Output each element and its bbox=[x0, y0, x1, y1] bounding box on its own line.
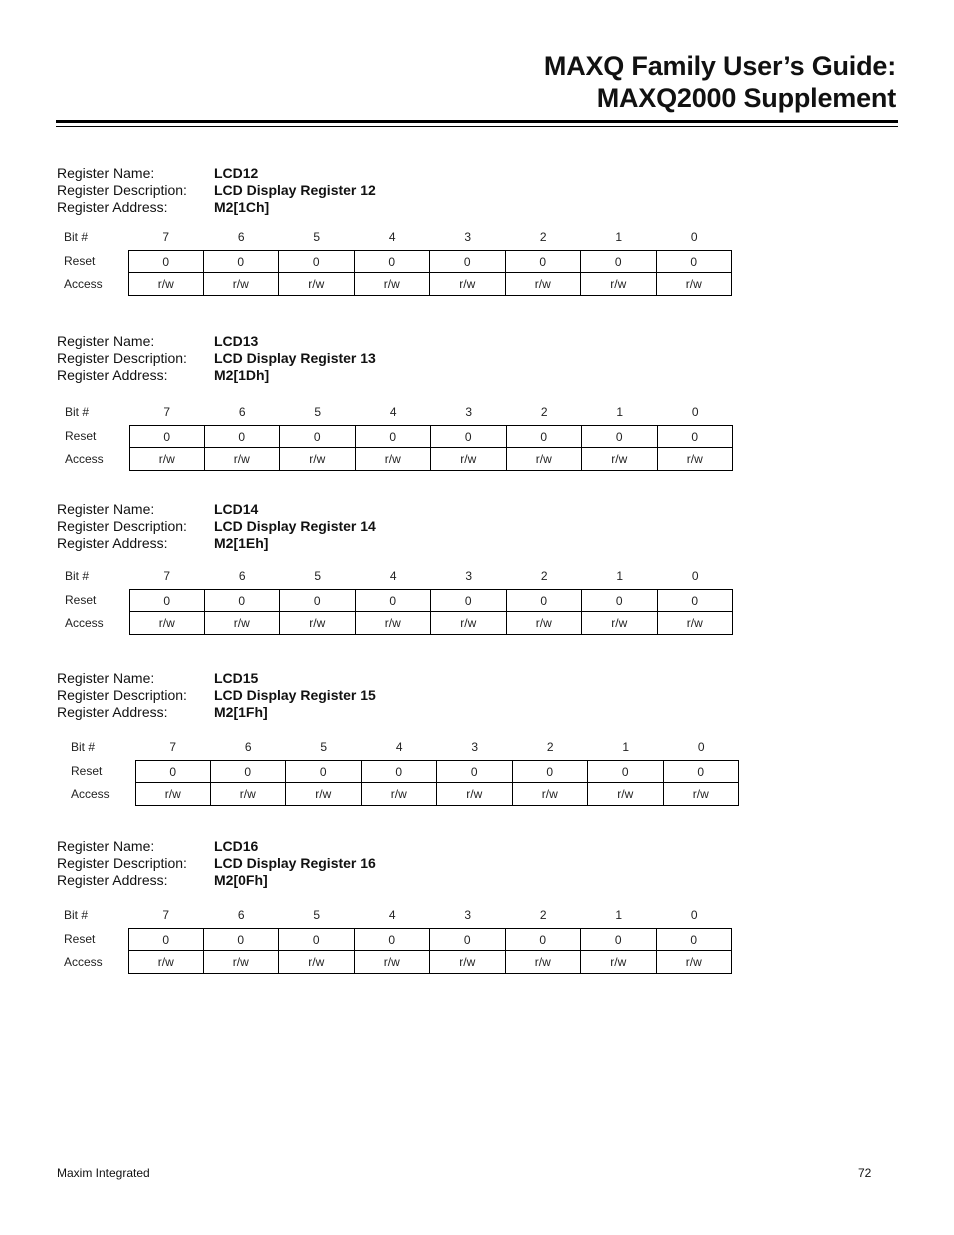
reset-cell: 0 bbox=[280, 425, 356, 448]
reset-cell: 0 bbox=[279, 928, 355, 951]
access-cell: r/w bbox=[588, 783, 664, 806]
title-line-1: MAXQ Family User’s Guide: bbox=[543, 51, 896, 81]
reset-cell: 0 bbox=[581, 928, 657, 951]
register-address-value: M2[1Ch] bbox=[214, 199, 270, 215]
access-cell: r/w bbox=[658, 612, 734, 635]
access-label: Access bbox=[71, 787, 110, 801]
bit-cell: 0 bbox=[691, 405, 699, 419]
bit-label: Bit # bbox=[65, 569, 90, 583]
reset-cell: 0 bbox=[356, 425, 432, 448]
reset-cell: 0 bbox=[211, 760, 287, 783]
access-row bbox=[65, 612, 765, 635]
access-cell: r/w bbox=[355, 273, 431, 296]
access-cell: r/w bbox=[431, 448, 507, 471]
register-address-label: Register Address: bbox=[57, 872, 168, 888]
bit-row bbox=[64, 904, 764, 927]
access-cell: r/w bbox=[205, 612, 281, 635]
bit-row bbox=[65, 565, 765, 588]
bit-cell: 4 bbox=[388, 230, 396, 244]
register-lcd14-info bbox=[57, 501, 757, 552]
access-cell: r/w bbox=[582, 448, 658, 471]
register-name-row bbox=[57, 165, 757, 182]
register-name-value: LCD12 bbox=[214, 165, 259, 181]
page-number: 72 bbox=[858, 1166, 872, 1180]
register-name-value: LCD13 bbox=[214, 333, 259, 349]
access-cell: r/w bbox=[507, 612, 583, 635]
reset-row bbox=[64, 928, 764, 951]
bit-cell: 0 bbox=[691, 569, 699, 583]
bit-cell: 5 bbox=[313, 908, 321, 922]
bit-cell: 1 bbox=[616, 569, 624, 583]
reset-cell: 0 bbox=[582, 425, 658, 448]
reset-label: Reset bbox=[64, 932, 96, 946]
header-rule-thin bbox=[56, 126, 898, 127]
reset-cell: 0 bbox=[506, 250, 582, 273]
reset-cell: 0 bbox=[657, 250, 733, 273]
reset-cell: 0 bbox=[430, 250, 506, 273]
register-address-value: M2[1Eh] bbox=[214, 535, 269, 551]
register-description-value: LCD Display Register 12 bbox=[214, 182, 376, 198]
register-name-value: LCD16 bbox=[214, 838, 259, 854]
bit-cell: 1 bbox=[622, 740, 630, 754]
reset-cell: 0 bbox=[431, 589, 507, 612]
register-address-label: Register Address: bbox=[57, 367, 168, 383]
access-cell: r/w bbox=[506, 273, 582, 296]
bit-cell: 3 bbox=[464, 908, 472, 922]
register-name-value: LCD15 bbox=[214, 670, 259, 686]
bit-cell: 2 bbox=[540, 569, 548, 583]
bit-cell: 5 bbox=[314, 405, 322, 419]
register-name-row bbox=[57, 670, 757, 687]
register-description-row bbox=[57, 855, 757, 872]
access-cell: r/w bbox=[129, 612, 205, 635]
register-address-row bbox=[57, 535, 757, 552]
reset-cell: 0 bbox=[507, 425, 583, 448]
access-cell: r/w bbox=[280, 612, 356, 635]
register-name-row bbox=[57, 838, 757, 855]
register-description-row bbox=[57, 350, 757, 367]
bit-row bbox=[64, 226, 764, 249]
access-cell: r/w bbox=[211, 783, 287, 806]
access-cell: r/w bbox=[135, 783, 211, 806]
bit-cell: 3 bbox=[464, 230, 472, 244]
register-address-row bbox=[57, 367, 757, 384]
register-name-label: Register Name: bbox=[57, 670, 155, 686]
reset-cell: 0 bbox=[356, 589, 432, 612]
bit-cell: 6 bbox=[238, 569, 246, 583]
bit-cell: 0 bbox=[690, 230, 698, 244]
reset-cell: 0 bbox=[204, 928, 280, 951]
bit-cell: 6 bbox=[238, 405, 246, 419]
reset-cell: 0 bbox=[355, 928, 431, 951]
bit-cell: 7 bbox=[163, 405, 171, 419]
access-cell: r/w bbox=[279, 273, 355, 296]
reset-label: Reset bbox=[64, 254, 96, 268]
register-name-row bbox=[57, 501, 757, 518]
reset-cell: 0 bbox=[581, 250, 657, 273]
page-title bbox=[544, 50, 896, 114]
access-label: Access bbox=[64, 277, 103, 291]
register-address-row bbox=[57, 704, 757, 721]
register-lcd15-info bbox=[57, 670, 757, 721]
register-lcd16-info bbox=[57, 838, 757, 889]
reset-row bbox=[65, 589, 765, 612]
access-cell: r/w bbox=[205, 448, 281, 471]
reset-cell: 0 bbox=[362, 760, 438, 783]
reset-row bbox=[64, 250, 764, 273]
reset-cell: 0 bbox=[205, 589, 281, 612]
register-address-value: M2[1Dh] bbox=[214, 367, 270, 383]
bit-cell: 0 bbox=[697, 740, 705, 754]
register-address-row bbox=[57, 872, 757, 889]
bit-cell: 4 bbox=[388, 908, 396, 922]
register-lcd13-info bbox=[57, 333, 757, 384]
bit-cell: 4 bbox=[389, 569, 397, 583]
reset-cell: 0 bbox=[135, 760, 211, 783]
access-label: Access bbox=[65, 616, 104, 630]
title-line-2: MAXQ2000 Supplement bbox=[596, 83, 896, 113]
access-cell: r/w bbox=[657, 951, 733, 974]
reset-cell: 0 bbox=[204, 250, 280, 273]
reset-label: Reset bbox=[65, 593, 97, 607]
reset-cell: 0 bbox=[430, 928, 506, 951]
bit-cell: 7 bbox=[162, 230, 170, 244]
bit-cell: 4 bbox=[395, 740, 403, 754]
access-cell: r/w bbox=[356, 612, 432, 635]
access-cell: r/w bbox=[128, 273, 204, 296]
register-address-row bbox=[57, 199, 757, 216]
bit-cell: 7 bbox=[162, 908, 170, 922]
register-description-label: Register Description: bbox=[57, 518, 187, 534]
bit-cell: 5 bbox=[320, 740, 328, 754]
reset-cell: 0 bbox=[205, 425, 281, 448]
reset-cell: 0 bbox=[582, 589, 658, 612]
bit-cell: 6 bbox=[244, 740, 252, 754]
bit-cell: 0 bbox=[690, 908, 698, 922]
access-row bbox=[64, 273, 764, 296]
bit-cell: 7 bbox=[169, 740, 177, 754]
bit-cell: 5 bbox=[313, 230, 321, 244]
bit-cell: 2 bbox=[539, 230, 547, 244]
access-cell: r/w bbox=[437, 783, 513, 806]
reset-cell: 0 bbox=[129, 589, 205, 612]
register-address-label: Register Address: bbox=[57, 704, 168, 720]
bit-label: Bit # bbox=[71, 740, 96, 754]
access-cell: r/w bbox=[279, 951, 355, 974]
access-cell: r/w bbox=[507, 448, 583, 471]
bit-cell: 2 bbox=[539, 908, 547, 922]
reset-cell: 0 bbox=[506, 928, 582, 951]
access-cell: r/w bbox=[129, 448, 205, 471]
register-address-label: Register Address: bbox=[57, 199, 168, 215]
access-cell: r/w bbox=[582, 612, 658, 635]
bit-cell: 1 bbox=[615, 230, 623, 244]
access-cell: r/w bbox=[581, 951, 657, 974]
footer-company: Maxim Integrated bbox=[57, 1166, 150, 1180]
register-description-label: Register Description: bbox=[57, 182, 187, 198]
bit-cell: 5 bbox=[314, 569, 322, 583]
access-cell: r/w bbox=[430, 951, 506, 974]
reset-cell: 0 bbox=[355, 250, 431, 273]
access-row bbox=[65, 448, 765, 471]
register-address-value: M2[1Fh] bbox=[214, 704, 268, 720]
bit-cell: 3 bbox=[465, 405, 473, 419]
header-rule-thick bbox=[56, 120, 898, 123]
register-address-label: Register Address: bbox=[57, 535, 168, 551]
reset-cell: 0 bbox=[437, 760, 513, 783]
bit-cell: 3 bbox=[465, 569, 473, 583]
access-cell: r/w bbox=[581, 273, 657, 296]
bit-label: Bit # bbox=[64, 230, 89, 244]
bit-cell: 6 bbox=[237, 908, 245, 922]
register-description-label: Register Description: bbox=[57, 350, 187, 366]
register-name-label: Register Name: bbox=[57, 501, 155, 517]
bit-cell: 6 bbox=[237, 230, 245, 244]
register-description-value: LCD Display Register 13 bbox=[214, 350, 376, 366]
reset-cell: 0 bbox=[657, 928, 733, 951]
access-row bbox=[64, 951, 764, 974]
access-cell: r/w bbox=[356, 448, 432, 471]
register-description-row bbox=[57, 182, 757, 199]
access-cell: r/w bbox=[280, 448, 356, 471]
reset-cell: 0 bbox=[128, 928, 204, 951]
reset-row bbox=[65, 425, 765, 448]
access-cell: r/w bbox=[355, 951, 431, 974]
bit-cell: 2 bbox=[546, 740, 554, 754]
reset-cell: 0 bbox=[280, 589, 356, 612]
access-row bbox=[71, 783, 771, 806]
register-description-row bbox=[57, 518, 757, 535]
register-description-value: LCD Display Register 15 bbox=[214, 687, 376, 703]
bit-row bbox=[65, 401, 765, 424]
register-description-row bbox=[57, 687, 757, 704]
register-description-label: Register Description: bbox=[57, 855, 187, 871]
reset-label: Reset bbox=[71, 764, 103, 778]
access-cell: r/w bbox=[286, 783, 362, 806]
access-cell: r/w bbox=[664, 783, 740, 806]
bit-cell: 1 bbox=[615, 908, 623, 922]
reset-cell: 0 bbox=[588, 760, 664, 783]
access-cell: r/w bbox=[430, 273, 506, 296]
register-description-value: LCD Display Register 16 bbox=[214, 855, 376, 871]
access-cell: r/w bbox=[513, 783, 589, 806]
access-cell: r/w bbox=[362, 783, 438, 806]
access-cell: r/w bbox=[431, 612, 507, 635]
register-description-label: Register Description: bbox=[57, 687, 187, 703]
register-lcd12-info bbox=[57, 165, 757, 216]
access-cell: r/w bbox=[204, 273, 280, 296]
register-name-row bbox=[57, 333, 757, 350]
access-cell: r/w bbox=[128, 951, 204, 974]
register-name-value: LCD14 bbox=[214, 501, 259, 517]
reset-cell: 0 bbox=[513, 760, 589, 783]
access-label: Access bbox=[65, 452, 104, 466]
reset-cell: 0 bbox=[286, 760, 362, 783]
access-cell: r/w bbox=[657, 273, 733, 296]
bit-row bbox=[71, 736, 771, 759]
reset-cell: 0 bbox=[279, 250, 355, 273]
reset-cell: 0 bbox=[128, 250, 204, 273]
reset-row bbox=[71, 760, 771, 783]
register-name-label: Register Name: bbox=[57, 333, 155, 349]
bit-cell: 4 bbox=[389, 405, 397, 419]
reset-cell: 0 bbox=[658, 425, 734, 448]
bit-label: Bit # bbox=[64, 908, 89, 922]
reset-cell: 0 bbox=[664, 760, 740, 783]
reset-label: Reset bbox=[65, 429, 97, 443]
access-cell: r/w bbox=[658, 448, 734, 471]
register-description-value: LCD Display Register 14 bbox=[214, 518, 376, 534]
bit-cell: 3 bbox=[471, 740, 479, 754]
access-cell: r/w bbox=[204, 951, 280, 974]
reset-cell: 0 bbox=[129, 425, 205, 448]
reset-cell: 0 bbox=[507, 589, 583, 612]
register-name-label: Register Name: bbox=[57, 838, 155, 854]
access-cell: r/w bbox=[506, 951, 582, 974]
register-name-label: Register Name: bbox=[57, 165, 155, 181]
reset-cell: 0 bbox=[431, 425, 507, 448]
access-label: Access bbox=[64, 955, 103, 969]
reset-cell: 0 bbox=[658, 589, 734, 612]
register-address-value: M2[0Fh] bbox=[214, 872, 268, 888]
bit-label: Bit # bbox=[65, 405, 90, 419]
bit-cell: 2 bbox=[540, 405, 548, 419]
bit-cell: 1 bbox=[616, 405, 624, 419]
bit-cell: 7 bbox=[163, 569, 171, 583]
